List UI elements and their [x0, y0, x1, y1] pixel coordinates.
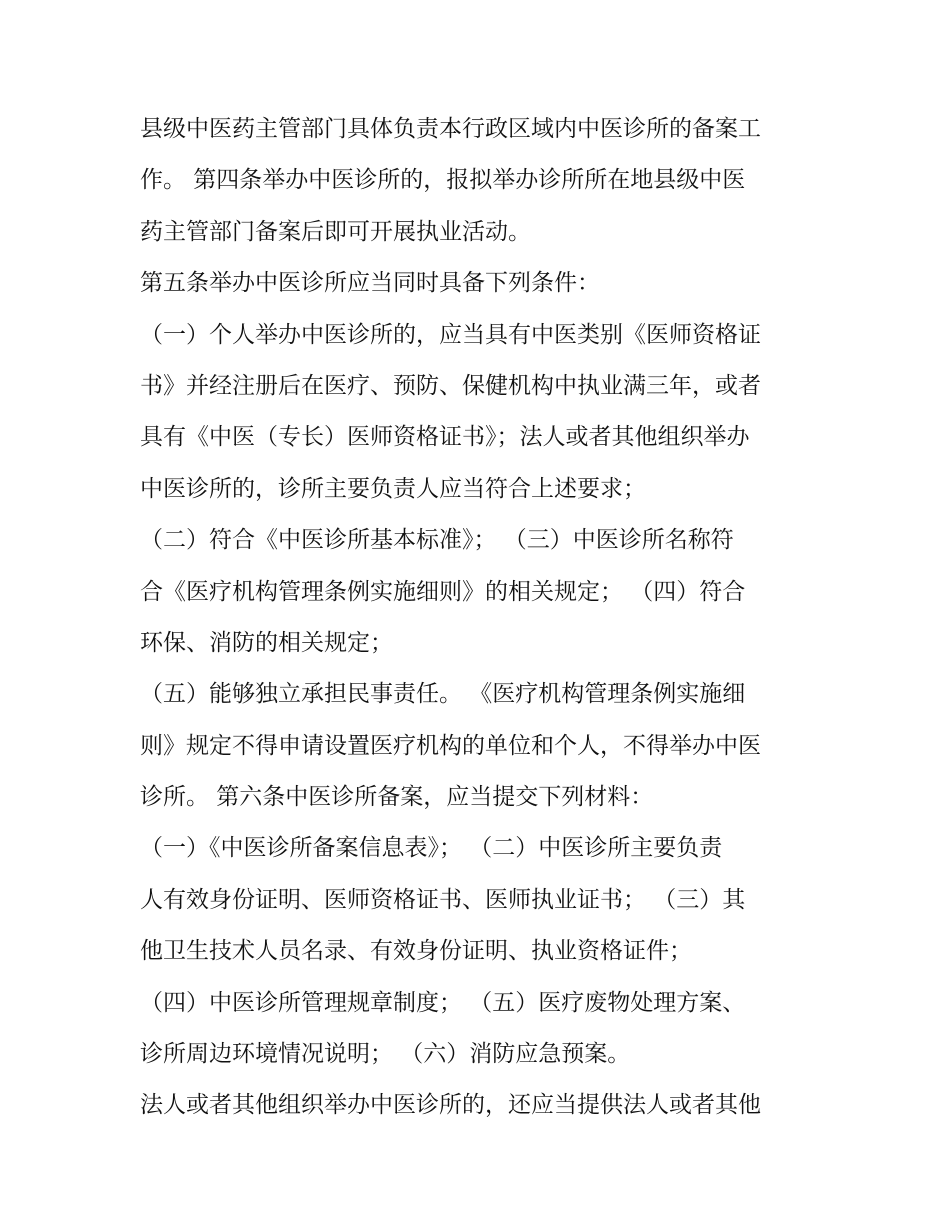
text-line: （五）能够独立承担民事责任。 《医疗机构管理条例实施细 — [140, 681, 746, 708]
text-line: 诊所。 第六条中医诊所备案，应当提交下列材料： — [140, 784, 654, 811]
text-line: 环保、消防的相关规定； — [140, 629, 393, 656]
text-line: （四）中医诊所管理规章制度； （五）医疗废物处理方案、 — [140, 989, 746, 1016]
text-line: 法人或者其他组织举办中医诊所的，还应当提供法人或者其他 — [140, 1092, 761, 1119]
text-line: 书》并经注册后在医疗、预防、保健机构中执业满三年，或者 — [140, 372, 761, 399]
text-line: 人有效身份证明、医师资格证书、医师执业证书； （三）其 — [140, 886, 746, 913]
text-line: 具有《中医（专长）医师资格证书》；法人或者其他组织举办 — [140, 424, 750, 451]
text-line: （一）《中医诊所备案信息表》； （二）中医诊所主要负责 — [140, 835, 723, 862]
text-line: 诊所周边环境情况说明； （六）消防应急预案。 — [140, 1041, 631, 1068]
text-line: 作。 第四条举办中医诊所的，报拟举办诊所所在地县级中医 — [140, 167, 746, 194]
text-line: 则》规定不得申请设置医疗机构的单位和个人，不得举办中医 — [140, 732, 761, 759]
text-line: （一）个人举办中医诊所的，应当具有中医类别《医师资格证 — [140, 321, 761, 348]
text-line: 中医诊所的，诊所主要负责人应当符合上述要求； — [140, 475, 646, 502]
document-body — [140, 104, 830, 1132]
text-line: 药主管部门备案后即可开展执业活动。 — [140, 218, 531, 245]
text-line: 县级中医药主管部门具体负责本行政区域内中医诊所的备案工 — [140, 116, 761, 142]
text-line: 第五条举办中医诊所应当同时具备下列条件： — [140, 270, 600, 297]
text-line: 他卫生技术人员名录、有效身份证明、执业资格证件； — [140, 938, 692, 965]
text-line: 合《医疗机构管理条例实施细则》的相关规定； （四）符合 — [140, 578, 746, 605]
text-line: （二）符合《中医诊所基本标准》； （三）中医诊所名称符 — [140, 527, 734, 554]
